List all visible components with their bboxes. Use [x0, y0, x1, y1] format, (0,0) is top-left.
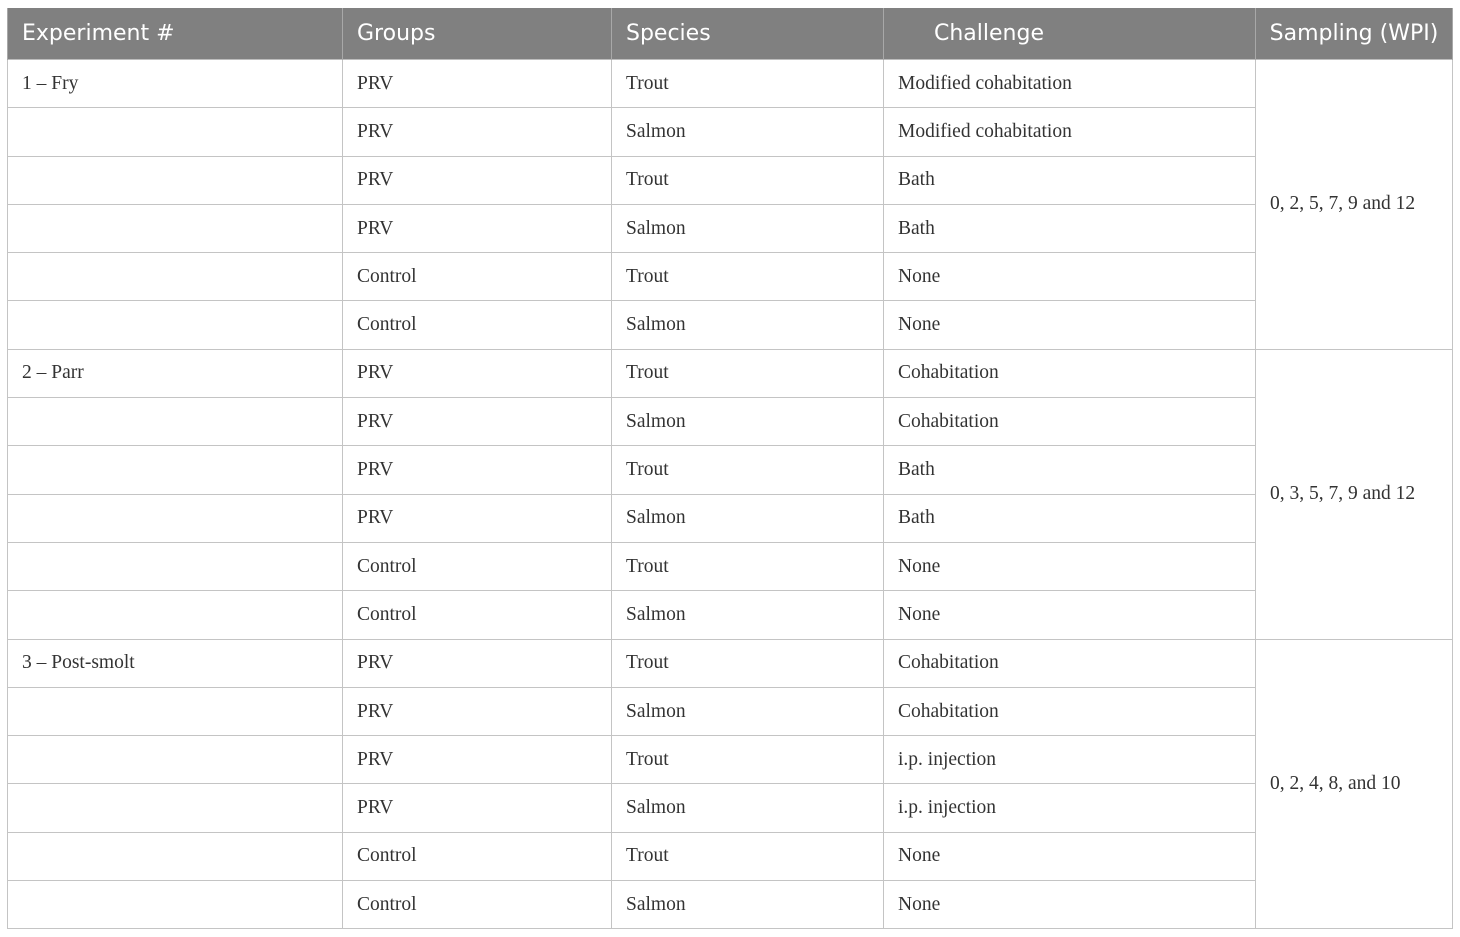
experiment-cell — [8, 494, 343, 542]
challenge-cell: Cohabitation — [884, 398, 1256, 446]
table-row — [8, 398, 1453, 446]
experiment-cell — [8, 301, 343, 349]
sampling-cell: 0, 3, 5, 7, 9 and 12 — [1256, 349, 1453, 639]
challenge-cell: Bath — [884, 204, 1256, 252]
species-cell: Salmon — [612, 301, 884, 349]
group-cell: PRV — [343, 398, 612, 446]
challenge-cell: Bath — [884, 156, 1256, 204]
header-row — [8, 8, 1453, 60]
sampling-cell: 0, 2, 5, 7, 9 and 12 — [1256, 60, 1453, 350]
challenge-cell: None — [884, 253, 1256, 301]
species-cell: Trout — [612, 446, 884, 494]
experiment-cell — [8, 591, 343, 639]
species-cell: Salmon — [612, 494, 884, 542]
experiment-cell — [8, 784, 343, 832]
table-row — [8, 639, 1453, 687]
experiment-cell — [8, 446, 343, 494]
experiment-cell — [8, 204, 343, 252]
table-row — [8, 591, 1453, 639]
species-cell: Trout — [612, 349, 884, 397]
species-cell: Trout — [612, 832, 884, 880]
species-cell: Trout — [612, 639, 884, 687]
challenge-cell: None — [884, 542, 1256, 590]
group-cell: PRV — [343, 784, 612, 832]
challenge-cell: i.p. injection — [884, 736, 1256, 784]
table-row — [8, 108, 1453, 156]
challenge-cell: Bath — [884, 494, 1256, 542]
challenge-cell: Modified cohabitation — [884, 108, 1256, 156]
table-row — [8, 687, 1453, 735]
challenge-cell: Cohabitation — [884, 687, 1256, 735]
experiment-cell — [8, 398, 343, 446]
experiment-cell — [8, 736, 343, 784]
challenge-cell: None — [884, 301, 1256, 349]
table-row — [8, 349, 1453, 397]
group-cell: PRV — [343, 736, 612, 784]
table-row — [8, 301, 1453, 349]
challenge-cell: Cohabitation — [884, 349, 1256, 397]
group-cell: Control — [343, 253, 612, 301]
experiment-table — [7, 8, 1453, 929]
table-header — [8, 8, 1453, 60]
species-cell: Salmon — [612, 108, 884, 156]
group-cell: PRV — [343, 446, 612, 494]
species-cell: Salmon — [612, 687, 884, 735]
table-row — [8, 253, 1453, 301]
species-cell: Salmon — [612, 398, 884, 446]
species-cell: Salmon — [612, 784, 884, 832]
table-row — [8, 736, 1453, 784]
experiment-cell — [8, 542, 343, 590]
table-row — [8, 542, 1453, 590]
group-cell: PRV — [343, 349, 612, 397]
species-cell: Salmon — [612, 881, 884, 929]
table-row — [8, 446, 1453, 494]
table-row — [8, 156, 1453, 204]
challenge-cell: Modified cohabitation — [884, 60, 1256, 108]
table-body — [8, 60, 1453, 929]
species-cell: Trout — [612, 156, 884, 204]
challenge-cell: Cohabitation — [884, 639, 1256, 687]
table-row — [8, 204, 1453, 252]
group-cell: PRV — [343, 204, 612, 252]
experiment-cell — [8, 156, 343, 204]
group-cell: Control — [343, 832, 612, 880]
challenge-cell: None — [884, 832, 1256, 880]
experiment-cell: 1 – Fry — [8, 60, 343, 108]
header-challenge: Challenge — [884, 8, 1256, 60]
experiment-cell: 3 – Post-smolt — [8, 639, 343, 687]
experiment-cell — [8, 832, 343, 880]
species-cell: Trout — [612, 60, 884, 108]
challenge-cell: None — [884, 881, 1256, 929]
experiment-cell: 2 – Parr — [8, 349, 343, 397]
species-cell: Trout — [612, 736, 884, 784]
experiment-cell — [8, 687, 343, 735]
group-cell: PRV — [343, 494, 612, 542]
species-cell: Salmon — [612, 591, 884, 639]
header-groups: Groups — [343, 8, 612, 60]
table-row — [8, 832, 1453, 880]
experiment-cell — [8, 108, 343, 156]
challenge-cell: Bath — [884, 446, 1256, 494]
species-cell: Trout — [612, 253, 884, 301]
header-species: Species — [612, 8, 884, 60]
group-cell: PRV — [343, 639, 612, 687]
group-cell: PRV — [343, 687, 612, 735]
group-cell: Control — [343, 881, 612, 929]
table-row — [8, 60, 1453, 108]
species-cell: Trout — [612, 542, 884, 590]
experiment-cell — [8, 881, 343, 929]
challenge-cell: None — [884, 591, 1256, 639]
table-row — [8, 881, 1453, 929]
group-cell: Control — [343, 542, 612, 590]
header-experiment: Experiment # — [8, 8, 343, 60]
sampling-cell: 0, 2, 4, 8, and 10 — [1256, 639, 1453, 929]
group-cell: Control — [343, 591, 612, 639]
table-row — [8, 784, 1453, 832]
group-cell: PRV — [343, 156, 612, 204]
table-row — [8, 494, 1453, 542]
group-cell: Control — [343, 301, 612, 349]
experiment-cell — [8, 253, 343, 301]
header-sampling: Sampling (WPI) — [1256, 8, 1453, 60]
species-cell: Salmon — [612, 204, 884, 252]
group-cell: PRV — [343, 108, 612, 156]
challenge-cell: i.p. injection — [884, 784, 1256, 832]
group-cell: PRV — [343, 60, 612, 108]
